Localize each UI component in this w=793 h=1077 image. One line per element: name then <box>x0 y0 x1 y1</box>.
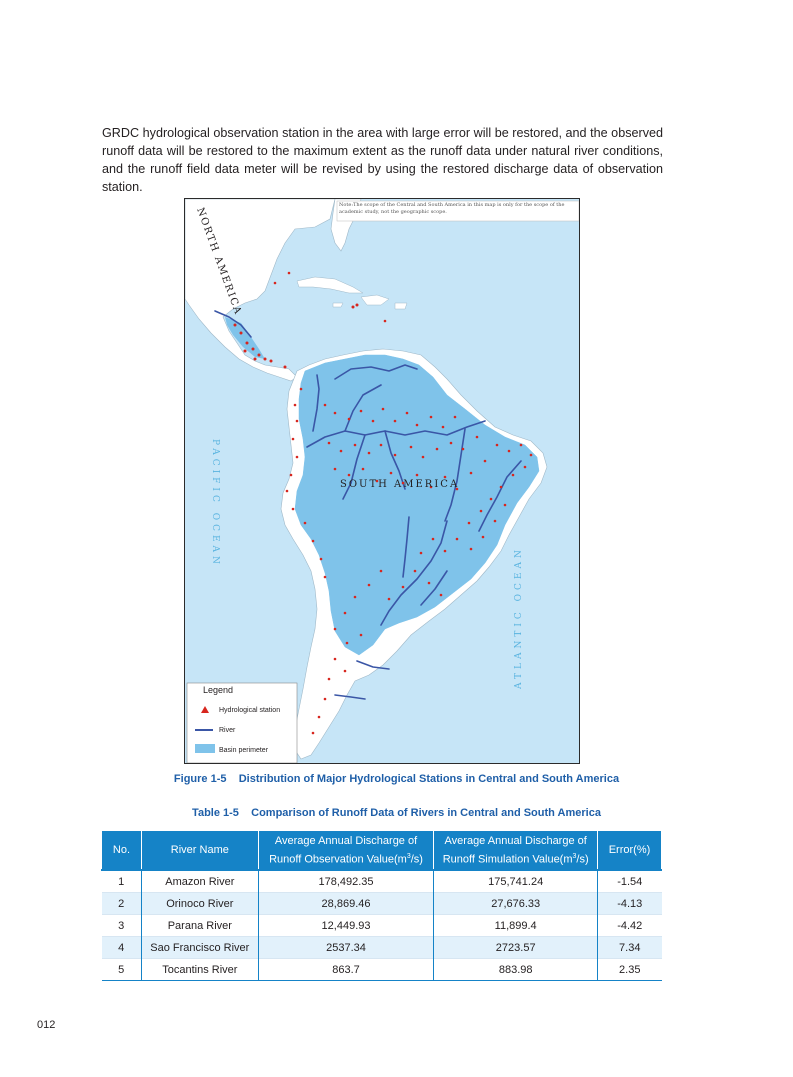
header-sim-line2: Runoff Simulation Value(m <box>442 853 573 866</box>
cell-simulation: 883.98 <box>434 959 598 981</box>
runoff-table <box>101 830 662 981</box>
header-obs-unit-tail: /s) <box>410 853 423 866</box>
table-header-row <box>102 831 662 871</box>
header-river-name: River Name <box>141 831 258 871</box>
cell-simulation: 175,741.24 <box>434 870 598 893</box>
table-row <box>102 893 662 915</box>
header-error: Error(%) <box>598 831 662 871</box>
cell-observation: 12,449.93 <box>258 915 434 937</box>
cell-error: -4.42 <box>598 915 662 937</box>
cell-simulation: 2723.57 <box>434 937 598 959</box>
puerto-rico-land <box>395 303 407 309</box>
page-number: 012 <box>37 1019 56 1031</box>
header-obs-unit-sup: 3 <box>406 852 411 860</box>
basin-swatch-icon <box>195 744 215 753</box>
header-obs-line1: Average Annual Discharge of <box>274 834 418 847</box>
header-no: No. <box>102 831 142 871</box>
legend-river-label: River <box>219 727 236 734</box>
cell-observation: 863.7 <box>258 959 434 981</box>
map-note: Note:The scope of the Central and South America in this map is only for the scope of the academic study, not the geographic scope. <box>339 202 565 215</box>
cell-simulation: 27,676.33 <box>434 893 598 915</box>
cell-no: 1 <box>102 870 142 893</box>
table-row <box>102 915 662 937</box>
cell-simulation: 11,899.4 <box>434 915 598 937</box>
label-pacific-ocean: PACIFIC OCEAN <box>210 439 220 568</box>
label-atlantic-ocean: ATLANTIC OCEAN <box>514 546 524 689</box>
cell-river: Sao Francisco River <box>141 937 258 959</box>
cell-river: Amazon River <box>141 870 258 893</box>
header-sim-unit-sup: 3 <box>572 852 577 860</box>
cell-river: Orinoco River <box>141 893 258 915</box>
legend-title: Legend <box>203 685 234 695</box>
cell-error: 7.34 <box>598 937 662 959</box>
cell-observation: 28,869.46 <box>258 893 434 915</box>
cell-observation: 2537.34 <box>258 937 434 959</box>
label-south-america: SOUTH AMERICA <box>340 479 460 490</box>
cell-error: 2.35 <box>598 959 662 981</box>
body-paragraph: GRDC hydrological observation station in the area with large error will be restored, and the observed runoff data will be restored to the maximum extent as the runoff data under natural river conditions, and the runoff field data meter will be revised by using the restored discharge data of observation station. <box>102 125 663 195</box>
header-obs-line2: Runoff Observation Value(m <box>269 853 407 866</box>
cell-observation: 178,492.35 <box>258 870 434 893</box>
cell-error: -1.54 <box>598 870 662 893</box>
cell-no: 2 <box>102 893 142 915</box>
label-north-america: NORTH AMERICA <box>194 206 244 317</box>
cell-river: Tocantins River <box>141 959 258 981</box>
legend-station-label: Hydrological station <box>219 707 281 714</box>
cell-error: -4.13 <box>598 893 662 915</box>
header-observation <box>258 831 434 871</box>
cell-no: 3 <box>102 915 142 937</box>
figure-caption: Figure 1-5 Distribution of Major Hydrological Stations in Central and South America <box>173 773 620 785</box>
table-caption: Table 1-5 Comparison of Runoff Data of Rivers in Central and South America <box>192 807 601 819</box>
table-row <box>102 937 662 959</box>
cell-no: 5 <box>102 959 142 981</box>
header-sim-unit-tail: /s) <box>576 853 589 866</box>
cell-no: 4 <box>102 937 142 959</box>
map-legend <box>187 683 297 763</box>
header-sim-line1: Average Annual Discharge of <box>444 834 587 847</box>
table-row <box>102 870 662 893</box>
station-map <box>184 198 580 764</box>
header-simulation <box>434 831 598 871</box>
jamaica-land <box>333 303 343 307</box>
cell-river: Parana River <box>141 915 258 937</box>
legend-basin-label: Basin perimeter <box>219 747 269 754</box>
table-row <box>102 959 662 981</box>
